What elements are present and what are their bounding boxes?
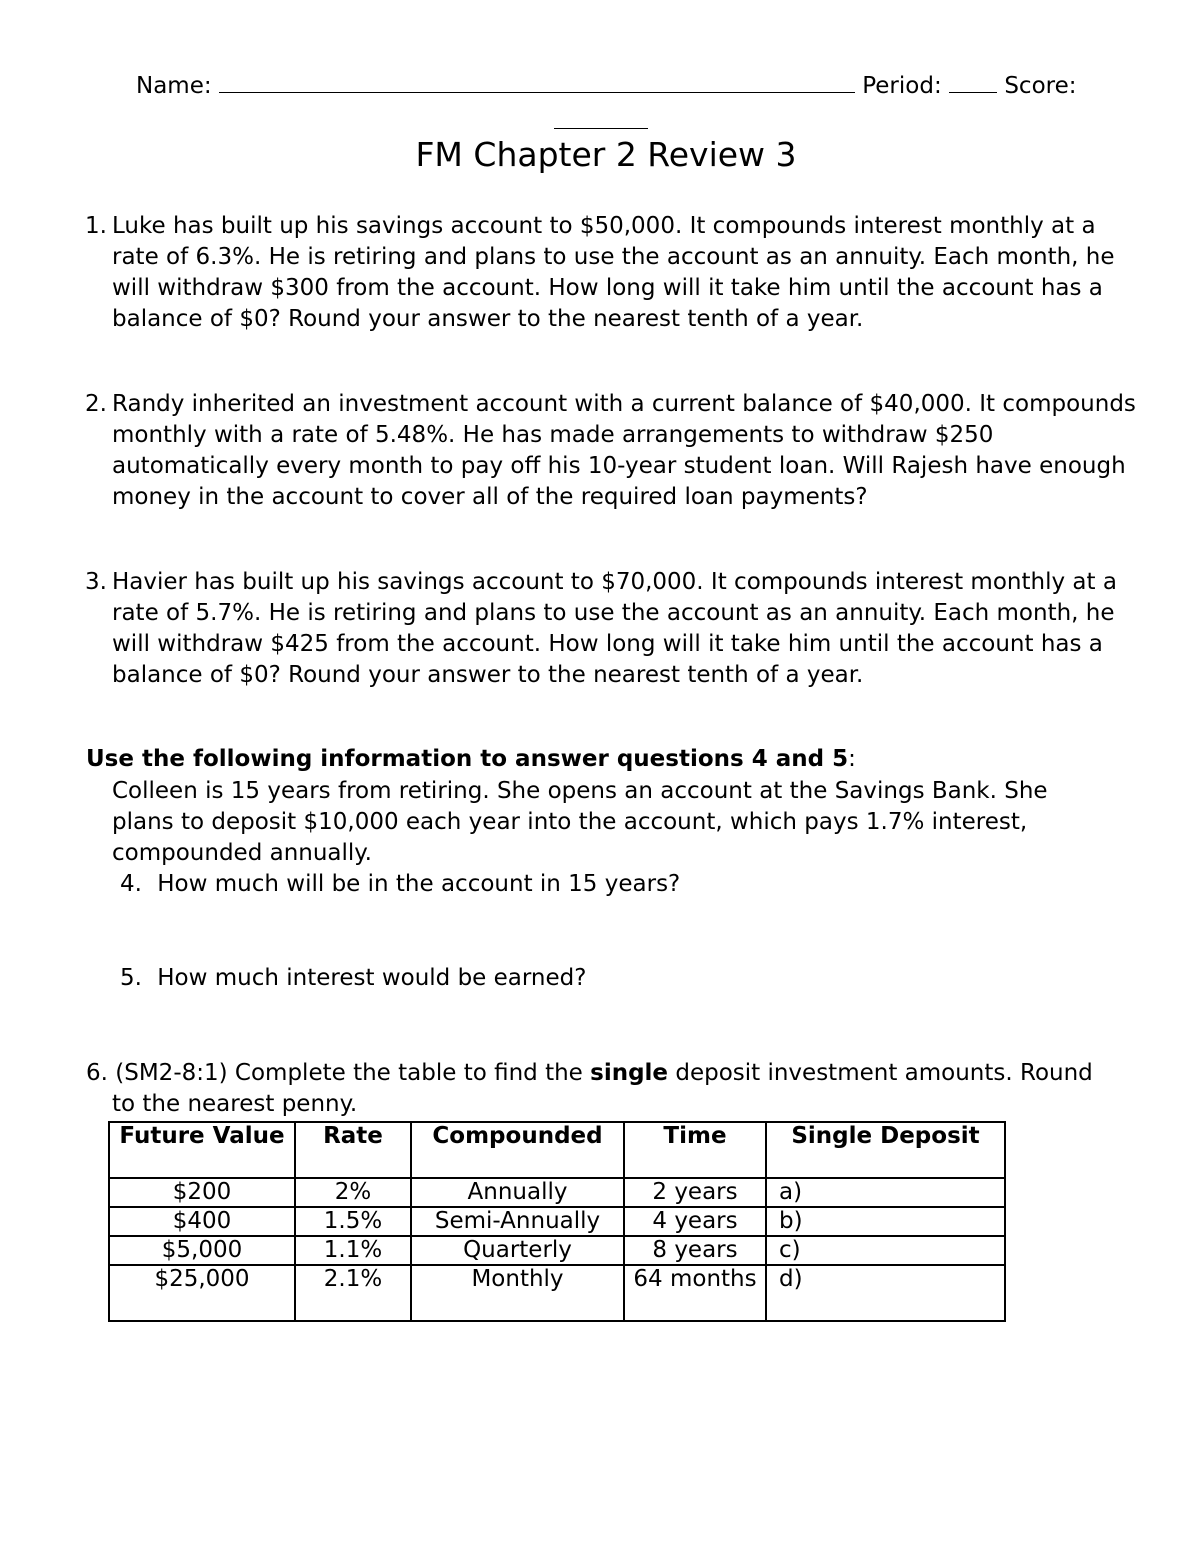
cell-future-value: $400 xyxy=(109,1207,295,1236)
student-info-line xyxy=(136,70,1096,100)
header-time: Time xyxy=(624,1122,766,1178)
info-text: Colleen is 15 years from retiring. She opens an account at the Savings Bank. She plans to deposit $10,000 each year into the account, which pays 1.7% interest, compounded annually. xyxy=(112,778,1048,866)
question-number: 6. xyxy=(86,1060,108,1086)
cell-time: 8 years xyxy=(624,1236,766,1265)
question-text-suffix: deposit investment amounts. Round xyxy=(675,1060,1093,1086)
cell-single-deposit[interactable]: a) xyxy=(766,1178,1005,1207)
name-blank[interactable] xyxy=(219,70,855,93)
info-heading-colon: : xyxy=(848,746,856,772)
page-title: FM Chapter 2 Review 3 xyxy=(415,135,797,174)
cell-rate: 1.5% xyxy=(295,1207,411,1236)
score-label: Score: xyxy=(1004,73,1077,99)
question-text: Havier has built up his savings account to $70,000. It compounds interest monthly at a rate of 5.7%. He is retiring and plans to use the account as an annuity. Each month, he will withdraw $425 from the account. How long will it take him until the account has a balance of $0? Round your answer to the nearest tenth of a year. xyxy=(112,569,1117,688)
question-number: 5. xyxy=(120,965,142,991)
cell-compounded: Annually xyxy=(411,1178,624,1207)
score-blank[interactable] xyxy=(554,104,648,129)
question-6-continuation: to the nearest penny. xyxy=(112,1091,358,1117)
cell-single-deposit[interactable]: c) xyxy=(766,1236,1005,1265)
question-text-bold: single xyxy=(590,1060,669,1086)
cell-time: 64 months xyxy=(624,1265,766,1321)
question-text-prefix: (SM2-8:1) Complete the table to find the xyxy=(115,1060,583,1086)
cell-time: 4 years xyxy=(624,1207,766,1236)
question-number: 1. xyxy=(85,213,107,239)
cell-time: 2 years xyxy=(624,1178,766,1207)
question-text: Randy inherited an investment account with a current balance of $40,000. It compounds monthly with a rate of 5.48%. He has made arrangements to withdraw $250 automatically every month to pay off his 10-year student loan. Will Rajesh have enough money in the account to cover all of the required loan payments? xyxy=(112,391,1136,510)
header-future-value: Future Value xyxy=(109,1122,295,1178)
question-1 xyxy=(85,211,1142,335)
table-row xyxy=(109,1236,1005,1265)
question-text: How much will be in the account in 15 years? xyxy=(157,871,681,897)
header-single-deposit: Single Deposit xyxy=(766,1122,1005,1178)
table-row xyxy=(109,1178,1005,1207)
table-header-row xyxy=(109,1122,1005,1178)
question-2 xyxy=(85,389,1142,513)
cell-future-value: $5,000 xyxy=(109,1236,295,1265)
period-blank[interactable] xyxy=(949,70,997,93)
question-number: 4. xyxy=(120,871,142,897)
cell-future-value: $200 xyxy=(109,1178,295,1207)
cell-single-deposit[interactable]: b) xyxy=(766,1207,1005,1236)
cell-future-value: $25,000 xyxy=(109,1265,295,1321)
cell-rate: 2.1% xyxy=(295,1265,411,1321)
question-3 xyxy=(85,567,1142,691)
question-5 xyxy=(120,963,586,994)
cell-rate: 2% xyxy=(295,1178,411,1207)
cell-single-deposit[interactable]: d) xyxy=(766,1265,1005,1321)
question-number: 2. xyxy=(85,391,107,417)
question-text: Luke has built up his savings account to $50,000. It compounds interest monthly at a rate of 6.3%. He is retiring and plans to use the account as an annuity. Each month, he will withdraw $300 from the account. How long will it take him until the account has a balance of $0? Round your answer to the nearest tenth of a year. xyxy=(112,213,1115,332)
name-label: Name: xyxy=(136,73,212,99)
table-row xyxy=(109,1207,1005,1236)
cell-compounded: Quarterly xyxy=(411,1236,624,1265)
header-compounded: Compounded xyxy=(411,1122,624,1178)
info-heading xyxy=(86,744,856,775)
cell-compounded: Monthly xyxy=(411,1265,624,1321)
question-4 xyxy=(120,869,680,900)
cell-compounded: Semi-Annually xyxy=(411,1207,624,1236)
cell-rate: 1.1% xyxy=(295,1236,411,1265)
period-label: Period: xyxy=(862,73,942,99)
question-6 xyxy=(86,1058,1093,1089)
table-row xyxy=(109,1265,1005,1321)
info-heading-text: Use the following information to answer questions 4 and 5 xyxy=(86,746,849,772)
question-number: 3. xyxy=(85,569,107,595)
deposit-table xyxy=(108,1121,1006,1322)
header-rate: Rate xyxy=(295,1122,411,1178)
question-text: How much interest would be earned? xyxy=(157,965,587,991)
